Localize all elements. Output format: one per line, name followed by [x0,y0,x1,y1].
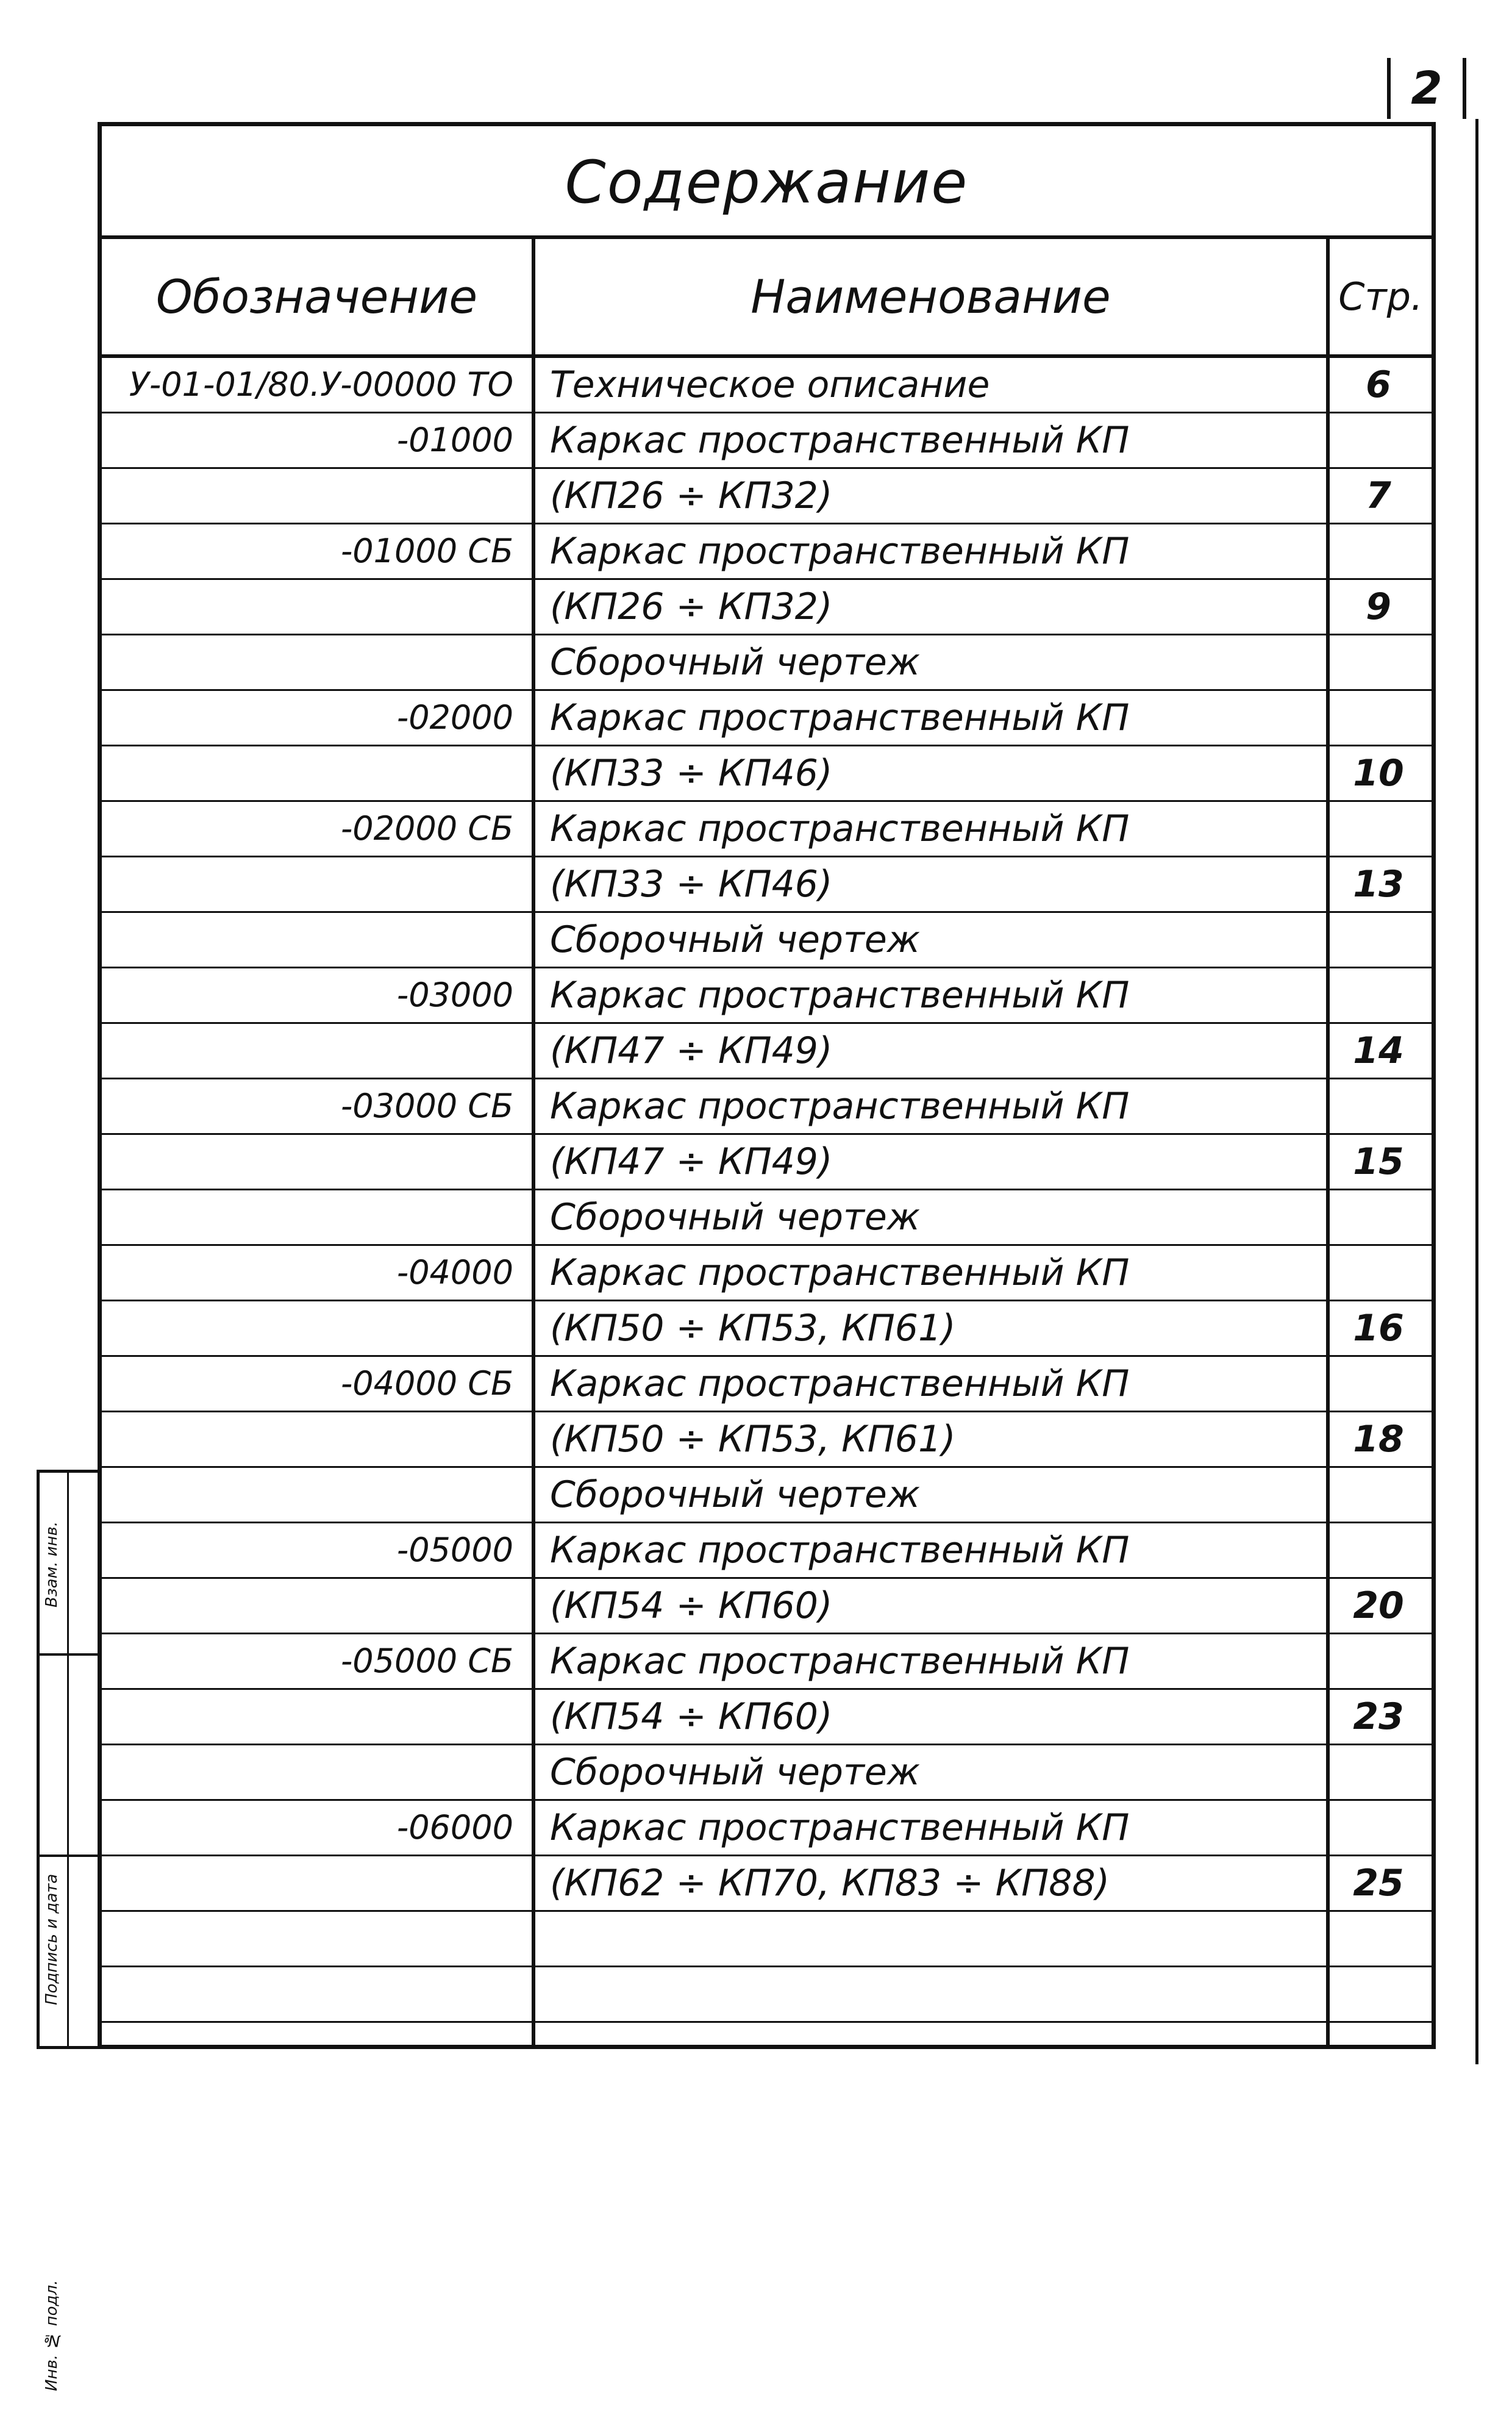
row-name: Каркас пространственный КП [550,1640,1130,1683]
row-page [1330,1634,1427,1688]
table-row [102,635,1432,691]
row-designation: -01000 [396,421,513,459]
row-name: (КП54 ÷ КП60) [550,1584,833,1627]
row-name: Каркас пространственный КП [550,419,1130,462]
row-page: 15 [1353,1140,1404,1183]
side-stamp-cell [40,1656,98,2005]
row-designation: -01000 СБ [340,532,513,570]
table-row [102,857,1432,913]
row-page [1330,1745,1427,1799]
row-page [1330,1079,1427,1133]
row-designation [108,1135,513,1189]
row-designation [108,469,513,523]
row-page [1330,1523,1427,1577]
row-name: Сборочный чертеж [550,1196,920,1239]
row-name [550,1967,1318,2021]
table-row [102,691,1432,746]
side-stamp [37,1470,98,2392]
row-name: (КП26 ÷ КП32) [550,585,833,628]
row-page [1330,913,1427,967]
row-name: (КП47 ÷ КП49) [550,1140,833,1183]
row-page [1330,968,1427,1022]
table-row [102,1745,1432,1801]
row-name: Сборочный чертеж [550,918,920,961]
table-row [102,968,1432,1024]
row-designation [108,1967,513,2021]
contents-table [98,122,1436,2049]
row-name: Каркас пространственный КП [550,1251,1130,1294]
table-row [102,1468,1432,1523]
document-title: Содержание [102,126,1432,239]
side-stamp-label: Взам. инв. [43,1521,61,1608]
row-name: Сборочный чертеж [550,641,920,684]
table-row [102,1135,1432,1190]
row-name: (КП54 ÷ КП60) [550,1695,833,1738]
row-page [1330,635,1427,689]
row-designation: -02000 [396,698,513,737]
row-name: Техническое описание [550,363,990,406]
row-page [1330,1801,1427,1855]
row-page [1330,1468,1427,1522]
row-designation: -06000 [396,1808,513,1847]
row-page: 6 [1366,363,1391,406]
row-designation [108,746,513,800]
table-row [102,913,1432,968]
row-name: Каркас пространственный КП [550,530,1130,573]
side-stamp-cell [40,1473,98,1656]
row-designation [108,1579,513,1633]
row-name: (КП47 ÷ КП49) [550,1029,833,1072]
table-row [102,524,1432,580]
row-name: (КП50 ÷ КП53, КП61) [550,1418,956,1461]
row-designation: -05000 СБ [340,1642,513,1680]
row-designation [108,1745,513,1799]
header-name: Наименование [751,270,1111,324]
row-name: Каркас пространственный КП [550,974,1130,1017]
side-stamp-divider [67,1656,69,1855]
table-row [102,746,1432,802]
table-row [102,580,1432,635]
row-name: Каркас пространственный КП [550,1362,1130,1405]
header-designation: Обозначение [155,270,478,324]
row-name: Сборочный чертеж [550,1751,920,1794]
row-designation [108,1856,513,1910]
table-row [102,1412,1432,1468]
table-row [102,413,1432,469]
row-page: 23 [1353,1695,1404,1738]
table-row [102,1301,1432,1357]
row-name [550,1912,1318,1966]
row-name: (КП33 ÷ КП46) [550,863,833,906]
table-row [102,1634,1432,1690]
table-body [102,358,1432,2023]
row-designation: -05000 [396,1531,513,1569]
row-designation: -04000 [396,1253,513,1292]
table-row [102,1357,1432,1412]
row-name: Каркас пространственный КП [550,696,1130,739]
row-designation: -03000 [396,976,513,1014]
table-row [102,802,1432,857]
row-designation [108,1468,513,1522]
row-name: (КП62 ÷ КП70, КП83 ÷ КП88) [550,1862,1110,1905]
header-page: Стр. [1338,274,1423,319]
table-header [102,239,1432,358]
side-stamp-label: Подпись и дата [43,1873,61,2005]
row-page [1330,524,1427,578]
row-name: Каркас пространственный КП [550,1085,1130,1128]
table-row [102,1801,1432,1856]
side-stamp-label: Инв. № подл. [43,2280,61,2392]
side-stamp-divider [67,1857,69,2046]
row-designation: У-01-01/80.У-00000 ТО [129,365,513,404]
row-designation: -02000 СБ [340,809,513,848]
row-page [1330,1357,1427,1411]
row-designation [108,580,513,634]
row-designation [108,1412,513,1466]
row-page [1330,1967,1427,2021]
table-row [102,1024,1432,1079]
side-stamp-divider [67,1473,69,1653]
row-name: (КП26 ÷ КП32) [550,474,833,517]
table-row [102,1079,1432,1135]
side-stamp-cell [40,1857,98,2392]
table-row [102,358,1432,413]
row-page: 18 [1353,1418,1404,1461]
row-page: 20 [1353,1584,1404,1627]
table-row [102,1912,1432,1967]
right-border-line [1475,119,1478,2064]
row-page: 9 [1366,585,1391,628]
row-designation [108,857,513,911]
table-row [102,1579,1432,1634]
table-row [102,1856,1432,1912]
table-row [102,1246,1432,1301]
table-row [102,1690,1432,1745]
row-page: 14 [1353,1029,1404,1072]
table-row [102,1967,1432,2023]
table-row [102,1190,1432,1246]
row-designation [108,635,513,689]
row-name: (КП33 ÷ КП46) [550,752,833,795]
row-page [1330,1246,1427,1300]
row-name: Сборочный чертеж [550,1473,920,1516]
row-page [1330,413,1427,467]
table-row [102,1523,1432,1579]
row-page [1330,1912,1427,1966]
row-name: Каркас пространственный КП [550,1529,1130,1572]
row-name: (КП50 ÷ КП53, КП61) [550,1307,956,1350]
page-number: 2 [1387,58,1466,119]
row-designation [108,1912,513,1966]
row-page [1330,802,1427,856]
row-page: 16 [1353,1307,1404,1350]
row-page: 10 [1353,752,1404,795]
row-page [1330,691,1427,745]
row-designation [108,1301,513,1355]
table-row [102,469,1432,524]
row-name: Каркас пространственный КП [550,1806,1130,1849]
row-designation [108,913,513,967]
row-name: Каркас пространственный КП [550,807,1130,850]
row-page: 13 [1353,863,1404,906]
row-page [1330,1190,1427,1244]
row-designation: -03000 СБ [340,1087,513,1125]
row-designation: -04000 СБ [340,1364,513,1403]
row-designation [108,1024,513,1078]
row-page: 7 [1366,474,1391,517]
row-designation [108,1190,513,1244]
row-designation [108,1690,513,1744]
row-page: 25 [1353,1862,1404,1905]
